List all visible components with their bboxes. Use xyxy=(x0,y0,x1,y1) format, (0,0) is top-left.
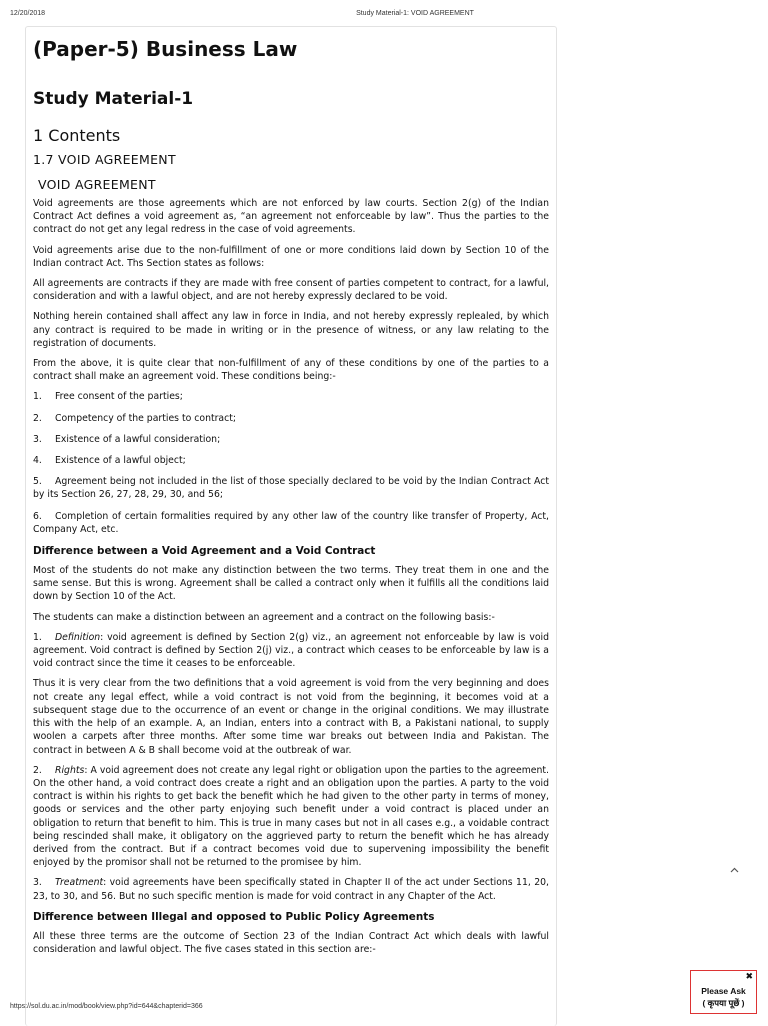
ask-title[interactable]: Please Ask xyxy=(701,986,746,996)
list-text: Agreement being not included in the list of those specially declared to be void by the Indian Contract Act by its Section 26, 27, 28, 29, 30, and 56; xyxy=(33,476,549,501)
subsection-heading: VOID AGREEMENT xyxy=(38,177,156,192)
print-title: Study Material-1: VOID AGREEMENT xyxy=(356,10,474,17)
close-icon[interactable]: ✖ xyxy=(745,972,753,982)
list-item xyxy=(33,475,549,501)
list-number: 1. xyxy=(33,391,42,403)
content-page xyxy=(25,26,557,1026)
chapter-title: Study Material-1 xyxy=(33,89,194,109)
list-item xyxy=(33,412,549,425)
illegal-heading: Difference between Illegal and opposed to Public Policy Agreements xyxy=(33,910,435,923)
list-item xyxy=(33,390,549,403)
ask-subtitle[interactable]: ( कृपया पूछें ) xyxy=(702,998,745,1008)
chevron-up-icon[interactable] xyxy=(730,866,739,876)
print-date: 12/20/2018 xyxy=(10,10,46,17)
list-text: Free consent of the parties; xyxy=(55,391,183,403)
print-header xyxy=(0,10,768,22)
list-text: Competency of the parties to contract; xyxy=(55,412,237,424)
paragraph: All these three terms are the outcome of Section 23 of the Indian Contract Act which deals with lawful consideration and lawful object. The five cases stated in this section are:- xyxy=(33,930,549,955)
ask-widget[interactable] xyxy=(690,970,757,1014)
list-number: 3. xyxy=(33,433,42,445)
list-number: 5. xyxy=(33,476,42,488)
point-text: : A void agreement does not create any legal right or obligation upon the parties to the agreement. On the other hand, a void contract does create a right and an obligation upon the parties. A party to the void contract is within his rights to get back the benefit which he had given to the other party in terms of money, goods or services and the other party enjoying such benefit under a void contract is placed under an obligation to return that benefit to him. This is true in many cases but not in all cases e.g., a voidable contract being rescinded shall make, it obligatory on the aggrieved party to return the benefit which he has already derived from the contract. But if a contract becomes void due to supervening impossibility the benefit enjoyed by the promisor shall not be returned to the promisee by him. xyxy=(33,764,549,869)
contents-heading: 1 Contents xyxy=(33,126,121,145)
difference-heading: Difference between a Void Agreement and a Void Contract xyxy=(33,545,376,558)
point-number: 3. xyxy=(33,877,42,889)
list-item xyxy=(33,510,549,536)
point-text: : void agreement is defined by Section 2(g) viz., an agreement not enforceable by law is void agreement. Void contract is defined by Section 2(j) viz., a contract which ceases to be enforceable by law is a void contract since the time it ceases to be enforceable. xyxy=(33,631,549,670)
paragraph: All agreements are contracts if they are made with free consent of parties competent to contract, for a lawful, consideration and with a lawful object, and are not hereby expressly declared to be void. xyxy=(33,278,549,303)
point-number: 1. xyxy=(33,631,42,643)
paragraph: Thus it is very clear from the two definitions that a void agreement is void from the very beginning and does not create any legal effect, while a void contract is not void from the beginning, it becomes void at a subsequent stage due to the occurrence of an event or change in the original conditions. We may illustrate this with the help of an example. A, an Indian, enters into a contract with B, a Pakistani national, to supply woolen a carpets after three months. After some time war breaks out between India and Pakistan. The contract in between A & B shall become void at the outbreak of war. xyxy=(33,678,549,756)
print-footer-url: https://sol.du.ac.in/mod/book/view.php?id=644&chapterid=366 xyxy=(10,1003,203,1010)
section-heading: 1.7 VOID AGREEMENT xyxy=(33,152,176,167)
list-number: 2. xyxy=(33,412,42,424)
point-text: : void agreements have been specifically stated in Chapter II of the act under Sections 11, 20, 23, to 30, and 56. But no such specific mention is made for void contract in any Chapter of the Act. xyxy=(33,877,549,902)
list-item xyxy=(33,433,549,446)
point-label: Definition xyxy=(55,631,101,643)
point-rights xyxy=(33,764,549,870)
paragraph: From the above, it is quite clear that non-fulfillment of any of these conditions by one of the parties to a contract shall make an agreement void. These conditions being:- xyxy=(33,358,549,383)
paragraph: Void agreements are those agreements which are not enforced by law courts. Section 2(g) of the Indian Contract Act defines a void agreement as, “an agreement not enforceable by law”. Thus the parties to the contract do not get any legal redress in the case of void agreements. xyxy=(33,198,549,236)
list-text: Existence of a lawful consideration; xyxy=(55,433,221,445)
point-treatment xyxy=(33,876,549,902)
paragraph: The students can make a distinction between an agreement and a contract on the following basis:- xyxy=(33,611,495,623)
list-number: 6. xyxy=(33,510,42,522)
book-title: (Paper-5) Business Law xyxy=(33,37,298,61)
paragraph: Nothing herein contained shall affect any law in force in India, and not hereby expressly replealed, by which any contract is required to be made in writing or in the presence of witness, or any law relating to the registration of documents. xyxy=(33,311,549,349)
list-number: 4. xyxy=(33,455,42,467)
list-text: Existence of a lawful object; xyxy=(55,455,186,467)
point-number: 2. xyxy=(33,764,42,776)
article-body xyxy=(33,197,549,956)
point-label: Treatment xyxy=(55,877,104,889)
list-text: Completion of certain formalities required by any other law of the country like transfer of Property, Act, Company Act, etc. xyxy=(33,510,549,535)
point-label: Rights xyxy=(55,764,85,776)
point-definition xyxy=(33,631,549,671)
paragraph: Void agreements arise due to the non-fulfillment of one or more conditions laid down by Section 10 of the Indian contract Act. Ths Section states as follows: xyxy=(33,244,549,269)
list-item xyxy=(33,454,549,467)
paragraph: Most of the students do not make any distinction between the two terms. They treat them in one and the same sense. But this is wrong. Agreement shall be called a contract only when it fulfills all the conditions laid down by Section 10 of the Act. xyxy=(33,565,549,603)
